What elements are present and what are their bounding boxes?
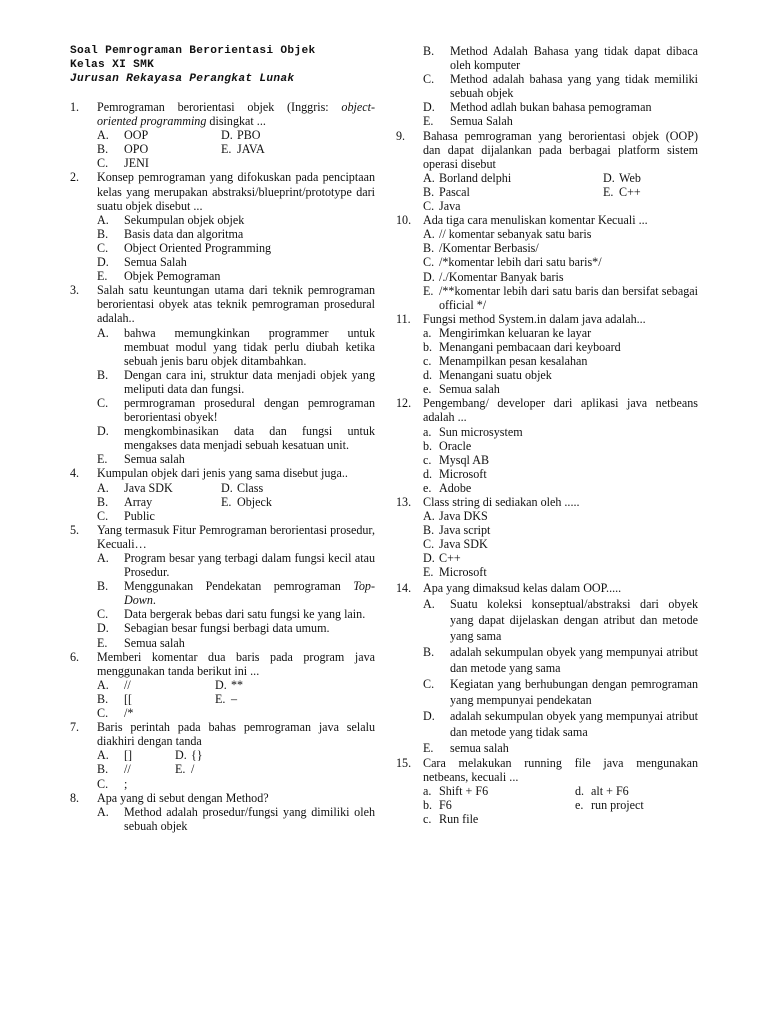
right-column — [396, 44, 698, 826]
option-letter: A. — [97, 480, 109, 495]
option-text: Semua Salah — [124, 255, 187, 270]
option-letter: A. — [423, 170, 435, 185]
option-letter: C. — [423, 199, 435, 214]
option-letter: B. — [423, 241, 435, 256]
option-letter: c. — [423, 354, 432, 369]
option-text: Top-Down — [124, 579, 375, 608]
option — [423, 798, 575, 812]
option — [97, 213, 375, 227]
option-letter: e. — [575, 797, 584, 812]
option — [97, 748, 175, 762]
option-text: Menangani suatu objek — [439, 368, 552, 383]
option-letter: A. — [97, 804, 109, 819]
option-grid — [423, 784, 698, 826]
option-letter: A. — [97, 128, 109, 143]
option-letter: C. — [97, 508, 109, 523]
option-letter: d. — [575, 783, 585, 798]
question-stem: Kumpulan objek dari jenis yang sama disebut juga.. — [97, 466, 348, 481]
option — [423, 227, 698, 241]
stem-text: Pemrograman berorientasi objek (Inggris: — [97, 100, 342, 114]
option — [423, 509, 698, 523]
option-letter: D. — [97, 621, 109, 636]
option-letter: b. — [423, 797, 433, 812]
option-text: Basis data dan algoritma — [124, 226, 244, 241]
question-stem: Yang termasuk Fitur Pemrograman berorientasi prosedur, Kecuali… — [97, 522, 375, 551]
option-text: Sebagian besar fungsi berbagi data umum. — [124, 621, 330, 636]
option-letter: b. — [423, 438, 433, 453]
option-letter: B. — [97, 367, 109, 382]
option — [423, 199, 603, 213]
option-text: . — [152, 593, 156, 608]
option — [97, 452, 375, 466]
option — [423, 241, 698, 255]
option — [97, 142, 221, 156]
question-stem: Class string di sediakan oleh ..... — [423, 495, 580, 509]
question-number: 3. — [70, 283, 80, 298]
option-text: adalah sekumpulan obyek yang mempunyai atribut dan metode yang tidak sama — [450, 708, 698, 739]
option-letter: A. — [423, 596, 435, 611]
option-letter: A. — [97, 677, 109, 692]
option-grid — [97, 678, 375, 720]
option-text: F6 — [439, 797, 452, 812]
option-letter: B. — [423, 184, 435, 199]
stem-italic: object-oriented programming — [97, 100, 375, 129]
question-stem: Ada tiga cara menuliskan komentar Kecuali ... — [423, 213, 648, 228]
option — [221, 142, 375, 156]
option — [603, 185, 698, 199]
option-text: Sun microsystem — [439, 424, 523, 439]
option-letter: D. — [603, 170, 615, 185]
option-text: Dengan cara ini, struktur data menjadi objek yang meliputi data dan fungsi. — [124, 367, 375, 396]
option-letter: A. — [423, 509, 435, 524]
option-text: // komentar sebanyak satu baris — [439, 227, 592, 242]
option-letter: a. — [423, 783, 432, 798]
option-text: // — [124, 677, 131, 692]
option — [423, 255, 698, 269]
question-stem: Salah satu keuntungan utama dari teknik pemrograman berorientasi obyek atas teknik pemrograman prosedural adalah.. — [97, 283, 375, 326]
option-text: Array — [124, 494, 153, 509]
question-4 — [70, 466, 375, 522]
option-letter: b. — [423, 339, 433, 354]
option — [215, 692, 375, 706]
question-14 — [396, 580, 698, 756]
option — [97, 607, 375, 621]
option-text: Semua Salah — [450, 114, 513, 129]
option — [97, 551, 375, 579]
option-text: Semua salah — [124, 452, 185, 467]
option-letter: e. — [423, 480, 432, 495]
option-text: Objeck — [237, 494, 272, 509]
option-text: Web — [619, 170, 641, 185]
option-letter: a. — [423, 424, 432, 439]
option-text: Class — [237, 480, 264, 495]
option-letter: E. — [423, 114, 434, 129]
option-text: Pascal — [439, 184, 470, 199]
option-text: Public — [124, 508, 155, 523]
option-letter: E. — [221, 142, 232, 157]
option-text: Kegiatan yang berhubungan dengan pemrograman yang mempunyai pendekatan — [450, 676, 698, 707]
option — [423, 676, 698, 708]
option — [215, 678, 375, 692]
option — [423, 453, 698, 467]
question-11 — [396, 312, 698, 397]
option — [97, 678, 215, 692]
option-text: Menampilkan pesan kesalahan — [439, 354, 588, 369]
option-text: ** — [231, 677, 244, 692]
option-text: Data bergerak bebas dari satu fungsi ke yang lain. — [124, 607, 366, 622]
option — [423, 565, 698, 579]
option-letter: B. — [97, 579, 109, 594]
question-number: 4. — [70, 466, 80, 481]
option-text: C++ — [439, 551, 461, 566]
option-letter: D. — [175, 748, 187, 763]
option-letter: D. — [423, 100, 435, 115]
option-text: Method adlah bukan bahasa pemograman — [450, 100, 652, 115]
option-text: Java DKS — [439, 509, 488, 524]
question-stem: Bahasa pemrograman yang berorientasi objek (OOP) dan dapat dijalankan pada berbagai platform sistem operasi disebut — [423, 128, 698, 171]
question-12 — [396, 396, 698, 495]
option — [423, 644, 698, 676]
option — [423, 784, 575, 798]
option — [423, 382, 698, 396]
option — [221, 481, 375, 495]
question-8 — [70, 791, 375, 833]
question-stem: Pengembang/ developer dari aplikasi java netbeans adalah ... — [423, 396, 698, 425]
option — [221, 128, 375, 142]
question-stem: Konsep pemrograman yang difokuskan pada penciptaan kelas yang merupakan abstraksi/blueprint/prototype dari suatu objek disebut ... — [97, 170, 375, 213]
question-number: 2. — [70, 170, 80, 185]
option-text: Method adalah prosedur/fungsi yang dimiliki oleh sebuah objek — [124, 804, 375, 833]
option-letter: B. — [97, 762, 109, 777]
option — [423, 523, 698, 537]
option-text: Java — [439, 199, 461, 214]
option-text: [[ — [124, 691, 133, 706]
option — [97, 495, 221, 509]
option — [423, 596, 698, 644]
option — [97, 692, 215, 706]
option-text: Java script — [439, 523, 491, 538]
option-letter: C. — [97, 395, 109, 410]
option-text: JENI — [124, 156, 149, 171]
option-letter: B. — [423, 44, 435, 58]
option — [175, 762, 375, 776]
option — [575, 784, 698, 798]
question-number: 8. — [70, 790, 80, 805]
option — [423, 44, 698, 72]
option-text: semua salah — [450, 740, 509, 755]
option-text: [] — [124, 748, 133, 763]
option-letter: A. — [97, 551, 109, 565]
option-text: /Komentar Berbasis/ — [439, 241, 539, 256]
option — [423, 114, 698, 128]
option — [97, 621, 375, 635]
option-text: run project — [591, 797, 644, 812]
option-letter: D. — [97, 424, 109, 439]
question-number: 11. — [396, 311, 411, 326]
question-9 — [396, 129, 698, 214]
question-number: 7. — [70, 720, 80, 735]
option — [97, 636, 375, 650]
option — [423, 481, 698, 495]
option-letter: D. — [423, 551, 435, 566]
option — [97, 241, 375, 255]
option-text: PBO — [237, 128, 261, 143]
option-text: Run file — [439, 811, 479, 826]
option — [423, 740, 698, 756]
option — [423, 537, 698, 551]
option — [423, 368, 698, 382]
option-letter: B. — [423, 644, 435, 659]
option-text: Microsoft — [439, 466, 487, 481]
option-letter: a. — [423, 325, 432, 340]
option-text: Method Adalah Bahasa yang tidak dapat dibaca oleh komputer — [450, 44, 698, 73]
option — [97, 706, 215, 720]
option-text: / — [191, 762, 195, 777]
question-number: 12. — [396, 396, 412, 411]
option-text: /**komentar lebih dari satu baris dan bersifat sebagai official */ — [439, 283, 698, 312]
option-text: Object Oriented Programming — [124, 240, 272, 255]
option-letter: B. — [97, 494, 109, 509]
option-letter: B. — [97, 142, 109, 157]
option-letter: C. — [97, 156, 109, 171]
option-text: /* — [124, 706, 134, 721]
option-text: Microsoft — [439, 565, 487, 580]
option-text: Program besar yang terbagi dalam fungsi kecil atau Prosedur. — [124, 551, 375, 580]
question-6 — [70, 650, 375, 720]
option-text: Semua salah — [124, 635, 185, 650]
option-letter: C. — [423, 255, 435, 270]
option-text: Mengirimkan keluaran ke layar — [439, 325, 592, 340]
option — [97, 579, 375, 607]
stem-text: disingkat ... — [206, 114, 266, 129]
option — [423, 708, 698, 740]
option — [97, 777, 175, 791]
question-number: 15. — [396, 755, 412, 770]
option — [97, 326, 375, 368]
option-text: Adobe — [439, 480, 472, 495]
option-letter: D. — [221, 480, 233, 495]
option-letter: C. — [97, 776, 109, 791]
option-text: JAVA — [237, 142, 265, 157]
option — [97, 424, 375, 452]
option-letter: A. — [97, 325, 109, 340]
option-text: – — [231, 691, 238, 706]
question-stem: Apa yang di sebut dengan Method? — [97, 790, 269, 805]
header-major: Jurusan Rekayasa Perangkat Lunak — [70, 73, 295, 85]
question-number: 6. — [70, 649, 80, 664]
option — [423, 270, 698, 284]
option-text: OOP — [124, 128, 149, 143]
option-text: mengkombinasikan data dan fungsi untuk mengakses data menjadi sebuah kesatuan unit. — [124, 424, 375, 453]
option-grid — [97, 481, 375, 523]
question-number: 9. — [396, 128, 406, 143]
option — [423, 812, 575, 826]
option-text: ; — [124, 776, 128, 791]
option-letter: A. — [97, 748, 109, 763]
question-number: 5. — [70, 522, 80, 537]
option — [423, 425, 698, 439]
option-text: Oracle — [439, 438, 472, 453]
option-text: Suatu koleksi konseptual/abstraksi dari obyek yang dapat dijelaskan dengan atribut dan metode yang sama — [450, 596, 698, 643]
option — [423, 467, 698, 481]
option-text: /./Komentar Banyak baris — [439, 269, 564, 284]
option — [423, 551, 698, 565]
option-letter: D. — [423, 708, 435, 723]
question-13 — [396, 495, 698, 580]
option-text: Sekumpulan objek objek — [124, 212, 245, 227]
question-number: 14. — [396, 580, 412, 595]
option — [97, 255, 375, 269]
question-3 — [70, 283, 375, 466]
option-text: Menggunakan Pendekatan pemrograman — [124, 579, 354, 594]
option-grid — [423, 171, 698, 213]
document-header — [70, 44, 375, 86]
option — [97, 762, 175, 776]
question-15 — [396, 756, 698, 826]
option — [97, 269, 375, 283]
option — [423, 326, 698, 340]
option — [575, 798, 698, 812]
option-letter: B. — [97, 691, 109, 706]
option-text: // — [124, 762, 131, 777]
left-column — [70, 44, 375, 833]
option — [97, 396, 375, 424]
option-letter: E. — [603, 184, 614, 199]
option — [423, 354, 698, 368]
option-letter: d. — [423, 368, 433, 383]
option-letter: E. — [97, 635, 108, 650]
question-7 — [70, 720, 375, 790]
option-text: Mysql AB — [439, 452, 490, 467]
question-number: 10. — [396, 213, 412, 228]
option-text: Java SDK — [439, 537, 488, 552]
option-text: Method adalah bahasa yang yang tidak memiliki sebuah objek — [450, 72, 698, 101]
option-letter: C. — [423, 72, 435, 87]
option — [603, 171, 698, 185]
question-stem: Apa yang dimaksud kelas dalam OOP..... — [423, 580, 622, 595]
option-letter: E. — [175, 762, 186, 777]
option — [423, 284, 698, 312]
option-grid — [97, 128, 375, 170]
option-letter: C. — [423, 537, 435, 552]
header-class: Kelas XI SMK — [70, 59, 155, 71]
option-letter: E. — [423, 740, 434, 755]
option-letter: C. — [97, 706, 109, 721]
option — [423, 439, 698, 453]
option-text: Java SDK — [124, 480, 173, 495]
option-letter: e. — [423, 382, 432, 397]
option-text: /*komentar lebih dari satu baris*/ — [439, 255, 602, 270]
option-letter: B. — [423, 523, 435, 538]
option-letter: c. — [423, 811, 432, 826]
option-letter: E. — [97, 452, 108, 467]
option-letter: C. — [97, 240, 109, 255]
option-letter: E. — [423, 283, 434, 298]
question-number: 1. — [70, 100, 80, 114]
option — [97, 227, 375, 241]
option — [423, 72, 698, 100]
option — [97, 481, 221, 495]
question-stem — [97, 100, 375, 128]
option-letter: A. — [97, 212, 109, 227]
option — [423, 171, 603, 185]
option-letter: d. — [423, 466, 433, 481]
option-letter: D. — [221, 128, 233, 143]
question-5 — [70, 523, 375, 650]
question-1 — [70, 100, 375, 170]
option — [97, 128, 221, 142]
option-letter: D. — [423, 269, 435, 284]
question-number: 13. — [396, 495, 412, 509]
option-letter: B. — [97, 226, 109, 241]
option-letter: E. — [97, 269, 108, 284]
option-text: Objek Pemograman — [124, 269, 221, 284]
option-letter: C. — [423, 676, 435, 691]
option-text: Borland delphi — [439, 170, 512, 185]
option-text: alt + F6 — [591, 783, 629, 798]
option — [175, 748, 375, 762]
option-text: permrograman prosedural dengan pemrograman berorientasi obyek! — [124, 395, 375, 425]
option-text: C++ — [619, 184, 641, 199]
header-title: Soal Pemrograman Berorientasi Objek — [70, 45, 316, 57]
option-letter: A. — [423, 227, 435, 242]
option — [97, 156, 221, 170]
question-stem: Cara melakukan running file java mengunakan netbeans, kecuali ... — [423, 755, 698, 784]
option — [97, 368, 375, 396]
option — [423, 340, 698, 354]
option — [423, 185, 603, 199]
option-letter: D. — [97, 255, 109, 270]
question-stem: Baris perintah pada bahas pemrograman java selalu diakhiri dengan tanda — [97, 720, 375, 749]
option-letter: D. — [215, 677, 227, 692]
option-text: Shift + F6 — [439, 783, 489, 798]
option-text: OPO — [124, 142, 149, 157]
option-letter: E. — [221, 494, 232, 509]
option-letter: C. — [97, 607, 109, 622]
option-grid — [97, 748, 375, 790]
option-letter: c. — [423, 452, 432, 467]
option — [221, 495, 375, 509]
option-letter: E. — [423, 565, 434, 580]
option — [423, 100, 698, 114]
option-letter: E. — [215, 691, 226, 706]
option-text: adalah sekumpulan obyek yang mempunyai atribut dan metode yang sama — [450, 644, 698, 675]
question-10 — [396, 213, 698, 312]
option-text: {} — [191, 748, 203, 763]
option-text: bahwa memungkinkan programmer untuk membuat modul yang tidak perlu diubah ketika sebuah jenis baru objek ditambahkan. — [124, 325, 375, 368]
question-stem: Fungsi method System.in dalam java adalah... — [423, 311, 646, 326]
option-text: Menangani pembacaan dari keyboard — [439, 339, 621, 354]
option — [97, 509, 221, 523]
option — [97, 805, 375, 833]
question-stem: Memberi komentar dua baris pada program java menggunakan tanda berikut ini ... — [97, 649, 375, 678]
option-text: Semua salah — [439, 382, 500, 397]
question-2 — [70, 170, 375, 283]
question-8-continued — [396, 44, 698, 129]
